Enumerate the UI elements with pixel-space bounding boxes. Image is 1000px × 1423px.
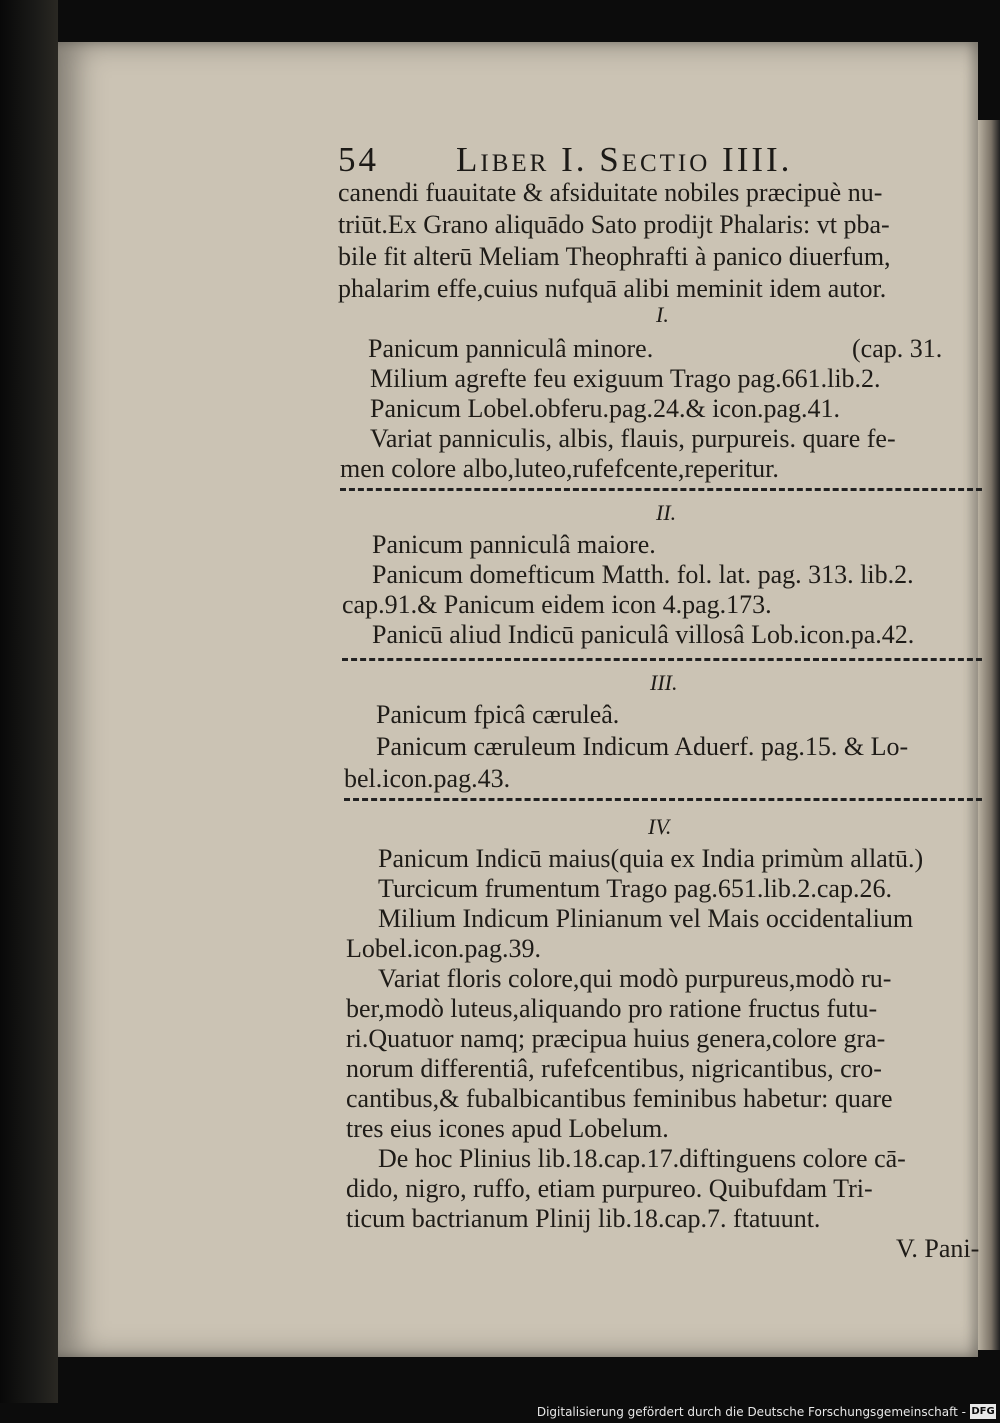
page-number: 54 [338, 140, 379, 179]
text-line: norum differentiâ, rufefcentibus, nigricantibus, cro- [346, 1054, 882, 1083]
section-numeral: II. [656, 500, 677, 525]
text-line: cantibus,& fubalbicantibus feminibus habetur: quare [346, 1084, 893, 1113]
text-line: Panicum panniculâ minore. [368, 334, 654, 363]
text-line: Variat panniculis, albis, flauis, purpureis. quare fe- [370, 424, 896, 453]
text-line: bile fit alterū Meliam Theophrafti à panico diuerfum, [338, 242, 891, 271]
section-numeral: I. [656, 302, 669, 327]
page-edge [978, 120, 1000, 1350]
text-line: Milium Indicum Plinianum vel Mais occidentalium [378, 904, 914, 933]
section-numeral: III. [650, 670, 678, 695]
text-line: De hoc Plinius lib.18.cap.17.diftinguens colore cā- [378, 1144, 906, 1173]
dfg-logo-icon: DFG [971, 1406, 995, 1417]
section-rule [340, 488, 982, 491]
text-line: Variat floris colore,qui modò purpureus,modò ru- [378, 964, 892, 993]
text-line: Panicum domefticum Matth. fol. lat. pag. 313. lib.2. [372, 560, 914, 589]
text-line: Lobel.icon.pag.39. [346, 934, 541, 963]
text-line: ri.Quatuor namq; præcipua huius genera,colore gra- [346, 1024, 886, 1053]
text-line: Panicum cæruleum Indicum Aduerf. pag.15. & Lo- [376, 732, 909, 761]
text-line: ticum bactrianum Plinij lib.18.cap.7. ftatuunt. [346, 1204, 821, 1233]
running-title: Liber I. Sectio IIII. [456, 140, 793, 179]
side-note: (cap. 31. [852, 334, 943, 363]
text-line: Milium agrefte feu exiguum Trago pag.661.lib.2. [370, 364, 881, 393]
section-rule [344, 798, 982, 801]
text-line: canendi fuauitate & afsiduitate nobiles præcipuè nu- [338, 178, 883, 207]
page-header [338, 140, 988, 182]
text-line: phalarim effe,cuius nufquā alibi meminit idem autor. [338, 274, 887, 303]
text-line: Panicum Indicū maius(quia ex India primùm allatū.) [378, 844, 924, 873]
section-rule [342, 658, 982, 661]
text-line: Panicū aliud Indicū paniculâ villosâ Lob.icon.pa.42. [372, 620, 915, 649]
section-numeral: IV. [648, 814, 672, 839]
text-line: dido, nigro, ruffo, etiam purpureo. Quibufdam Tri- [346, 1174, 873, 1203]
text-line: Panicum fpicâ cæruleâ. [376, 700, 620, 729]
book-spine-shadow [0, 0, 58, 1423]
catchword: V. Pani- [896, 1234, 980, 1263]
text-line: Panicum panniculâ maiore. [372, 530, 656, 559]
text-line: cap.91.& Panicum eidem icon 4.pag.173. [342, 590, 772, 619]
text-line: bel.icon.pag.43. [344, 764, 511, 793]
text-line: tres eius icones apud Lobelum. [346, 1114, 669, 1143]
text-line: men colore albo,luteo,rufefcente,reperitur. [340, 454, 779, 483]
digitization-credit: Digitalisierung gefördert durch die Deutsche Forschungsgemeinschaft - [536, 1405, 966, 1419]
text-line: ber,modò luteus,aliquando pro ratione fructus futu- [346, 994, 878, 1023]
text-line: Panicum Lobel.obferu.pag.24.& icon.pag.41. [370, 394, 841, 423]
text-line: triūt.Ex Grano aliquādo Sato prodijt Phalaris: vt pba- [338, 210, 890, 239]
text-line: Turcicum frumentum Trago pag.651.lib.2.cap.26. [378, 874, 892, 903]
